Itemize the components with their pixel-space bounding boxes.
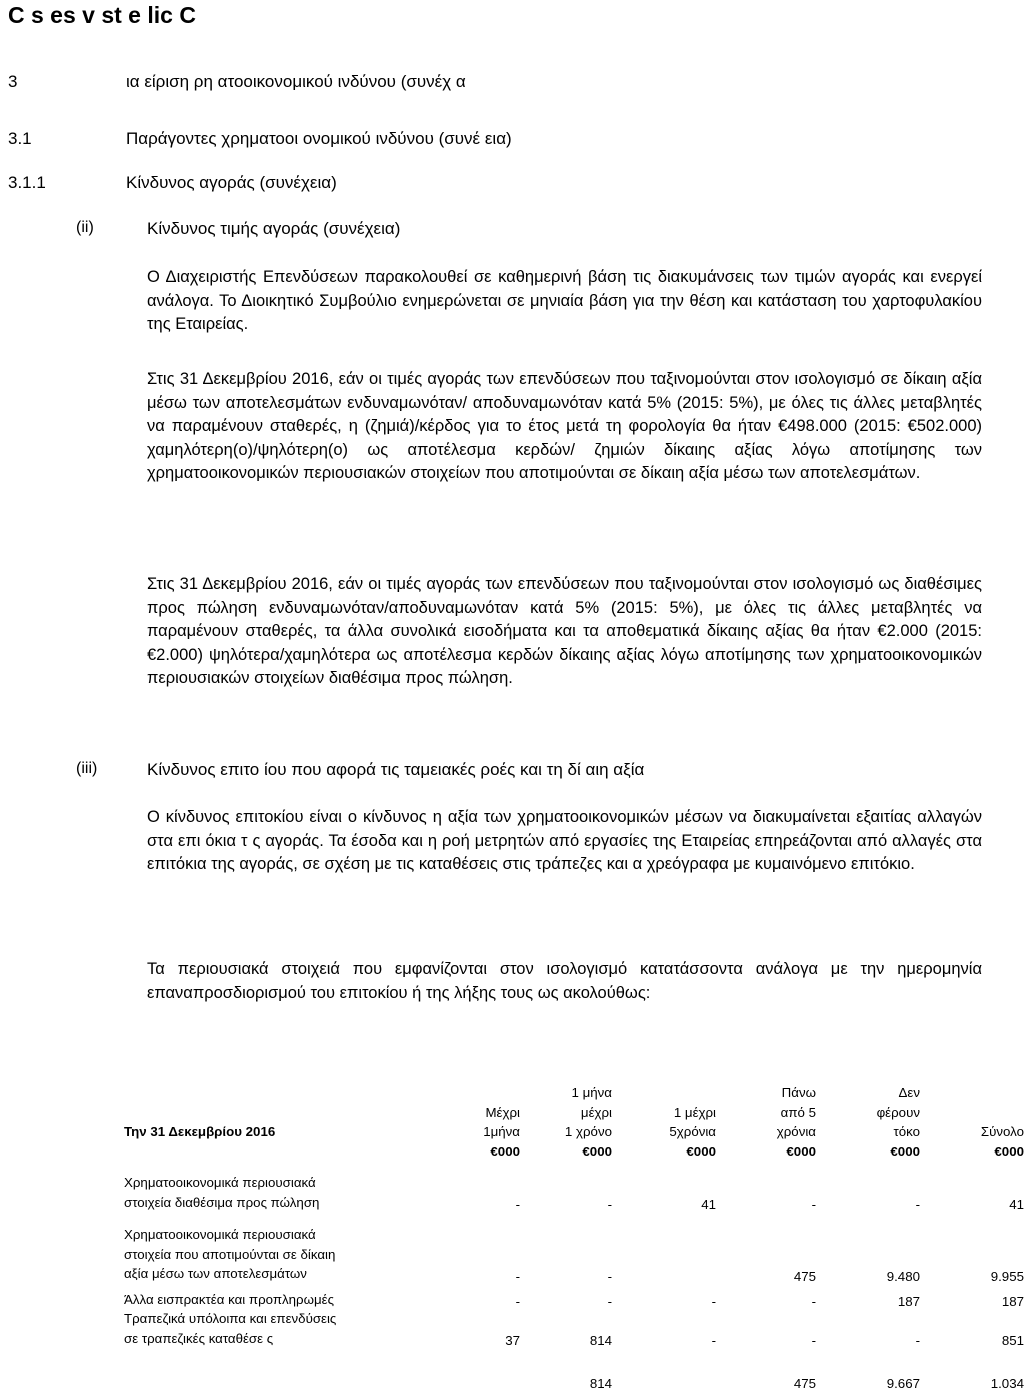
paragraph: Στις 31 Δεκεμβρίου 2016, εάν οι τιμές αγοράς των επενδύσεων που ταξινομούνται στον ισολογισμό ως διαθέσιμες προς πώληση ενδυναμωνόταν/αποδυναμωνόταν κατά 5% (2015: 5%), με όλες τις άλλες μεταβλητές να παραμένουν σταθερές, τα άλλα συνολικά εισοδήματα και τα αποθεματικά δίκαιης αξίας θα ήταν €2.000 (2015: €2.000) ψηλότερα/χαμηλότερα ως αποτέλεσμα κερδών δίκαιης αξίας λόγω αποτίμησης των χρηματοοικονομικών περιουσιακών στοιχείων διαθέσιμα προς πώληση. (147, 575, 982, 687)
table-cell: - (515, 1197, 520, 1212)
paragraph: Τα περιουσιακά στοιχειά που εμφανίζονται στον ισολογισμό κατατάσσοντα ανάλογα με την ημερομηνία επαναπροσδιορισμού του επιτοκίου ή της λήξης τους ως ακολούθως: (147, 960, 982, 1002)
paragraph: Στις 31 Δεκεμβρίου 2016, εάν οι τιμές αγοράς των επενδύσεων που ταξινομούνται στον ισολογισμό σε δίκαιη αξία μέσω των αποτελεσμάτων ενδυναμωνόταν/ αποδυναμωνόταν κατά 5% (2015: 5%), με όλες τις άλλες μεταβλητές να παραμένουν σταθερές, η (ζημιά)/κέρδος για το έτος μετά τη φορολογία θα ήταν €498.000 (2015: €502.000) χαμηλότερη(ο)/ψηλότερη(ο) ως αποτέλεσμα κερδών/ ζημιών δίκαιης αξίας λόγω αποτίμησης των χρηματοοικονομικών περιουσιακών στοιχείων που αποτιμούνται σε δίκαιη αξία μέσω των αποτελεσμάτων. (147, 370, 982, 482)
table-cell: - (711, 1294, 716, 1309)
column-header: Δεν φέρουν τόκο €000 (876, 1085, 920, 1159)
subsection-title: Κίνδυνος τιμής αγοράς (συνέχεια) (147, 219, 401, 238)
total-cell: 475 (793, 1376, 816, 1391)
table-cell: 9.480 (886, 1268, 920, 1284)
paragraph: Ο Διαχειριστής Επενδύσεων παρακολουθεί σε καθημερινή βάση τις διακυμάνσεις των τιμών αγοράς και ενεργεί ανάλογα. Το Διοικητικό Συμβούλιο ενημερώνεται σε μηνιαία βάση για την θέση και κατάσταση του χαρτοφυλακίου της Εταιρείας. (147, 268, 982, 333)
section-number: 3.1 (8, 129, 32, 148)
table-cell: - (915, 1333, 920, 1348)
total-cell: 814 (589, 1376, 612, 1391)
maturity-table (124, 1044, 1024, 1391)
total-cell: 9.667 (886, 1376, 920, 1391)
subsection-label: (iii) (76, 760, 98, 777)
section-number: 3.1.1 (8, 173, 46, 192)
table-cell: 187 (1001, 1294, 1024, 1309)
row-label (124, 1376, 424, 1391)
column-header: 1 μέχρι 5χρόνια €000 (669, 1104, 716, 1159)
row-label: Χρηματοοικονομικά περιουσιακά στοιχεία που αποτιμούνται σε δίκαιη αξία μέσω των αποτελεσμάτων (124, 1227, 336, 1281)
page-header: C s es v st e lic C (8, 2, 196, 28)
subsection-label: (ii) (76, 219, 94, 236)
table-cell: 37 (505, 1333, 520, 1348)
row-label: Χρηματοοικονομικά περιουσιακά στοιχεία διαθέσιμα προς πώληση (124, 1175, 320, 1210)
table-header-row (124, 1044, 1024, 1161)
table-cell: 475 (793, 1268, 816, 1284)
column-header: Πάνω από 5 χρόνια €000 (776, 1085, 816, 1159)
table-cell (612, 1225, 716, 1284)
table-cell: 41 (1009, 1197, 1024, 1212)
column-header: 1 μήνα μέχρι 1 χρόνο €000 (564, 1085, 612, 1159)
table-cell: 187 (897, 1294, 920, 1309)
section-title: Κίνδυνος αγοράς (συνέχεια) (126, 173, 337, 192)
paragraph: Ο κίνδυνος επιτοκίου είναι ο κίνδυνος η αξία των χρηματοοικονομικών μέσων να διακυμαίνεται εξαιτίας αλλαγών στα επι όκια τ ς αγοράς. Τα έσοδα και η ροή μετρητών από εργασίες της Εταιρείας επηρεάζονται από αλλαγές στα επιτόκια της αγοράς, σε σχέση με τις καταθέσεις στις τράπεζες και α χρεόγραφα με κυμαινόμενο επιτόκιο. (147, 808, 982, 873)
total-cell (612, 1376, 716, 1391)
section-number: 3 (8, 72, 18, 91)
column-header: Σύνολο €000 (980, 1124, 1024, 1159)
column-header: Μέχρι 1μήνα €000 (483, 1104, 520, 1159)
total-cell (424, 1376, 520, 1391)
table-cell: 41 (701, 1197, 716, 1212)
table-cell: - (915, 1197, 920, 1212)
table-row (124, 1173, 1024, 1212)
subsection-title: Κίνδυνος επιτο ίου που αφορά τις ταμειακές ροές και τη δί αιη αξία (147, 760, 645, 779)
table-cell: - (607, 1268, 612, 1284)
table-cell: 9.955 (990, 1268, 1024, 1284)
table-cell: 814 (589, 1333, 612, 1348)
table-cell: - (811, 1294, 816, 1309)
section-title: ια είριση ρη ατοοικονομικού ινδύνου (συνέχ α (126, 72, 466, 91)
table-cell: - (607, 1197, 612, 1212)
table-cell: - (515, 1268, 520, 1284)
table-date-header: Την 31 Δεκεμβρίου 2016 (124, 1124, 276, 1139)
table-row (124, 1225, 1024, 1284)
table-row (124, 1309, 1024, 1348)
table-total-row (124, 1376, 1024, 1391)
row-label: Άλλα εισπρακτέα και προπληρωμές (124, 1291, 335, 1307)
table-cell: - (607, 1294, 612, 1309)
table-cell: - (811, 1333, 816, 1348)
table-row (124, 1290, 1024, 1310)
section-title: Παράγοντες χρηματοοι ονομικού ινδύνου (συνέ εια) (126, 129, 512, 148)
table-cell: - (515, 1294, 520, 1309)
table-cell: 851 (1001, 1333, 1024, 1348)
total-cell: 1.034 (990, 1376, 1024, 1391)
table-cell: - (811, 1197, 816, 1212)
row-label: Τραπεζικά υπόλοιπα και επενδύσεις σε τραπεζικές καταθέσε ς (124, 1311, 337, 1346)
table-cell: - (711, 1333, 716, 1348)
